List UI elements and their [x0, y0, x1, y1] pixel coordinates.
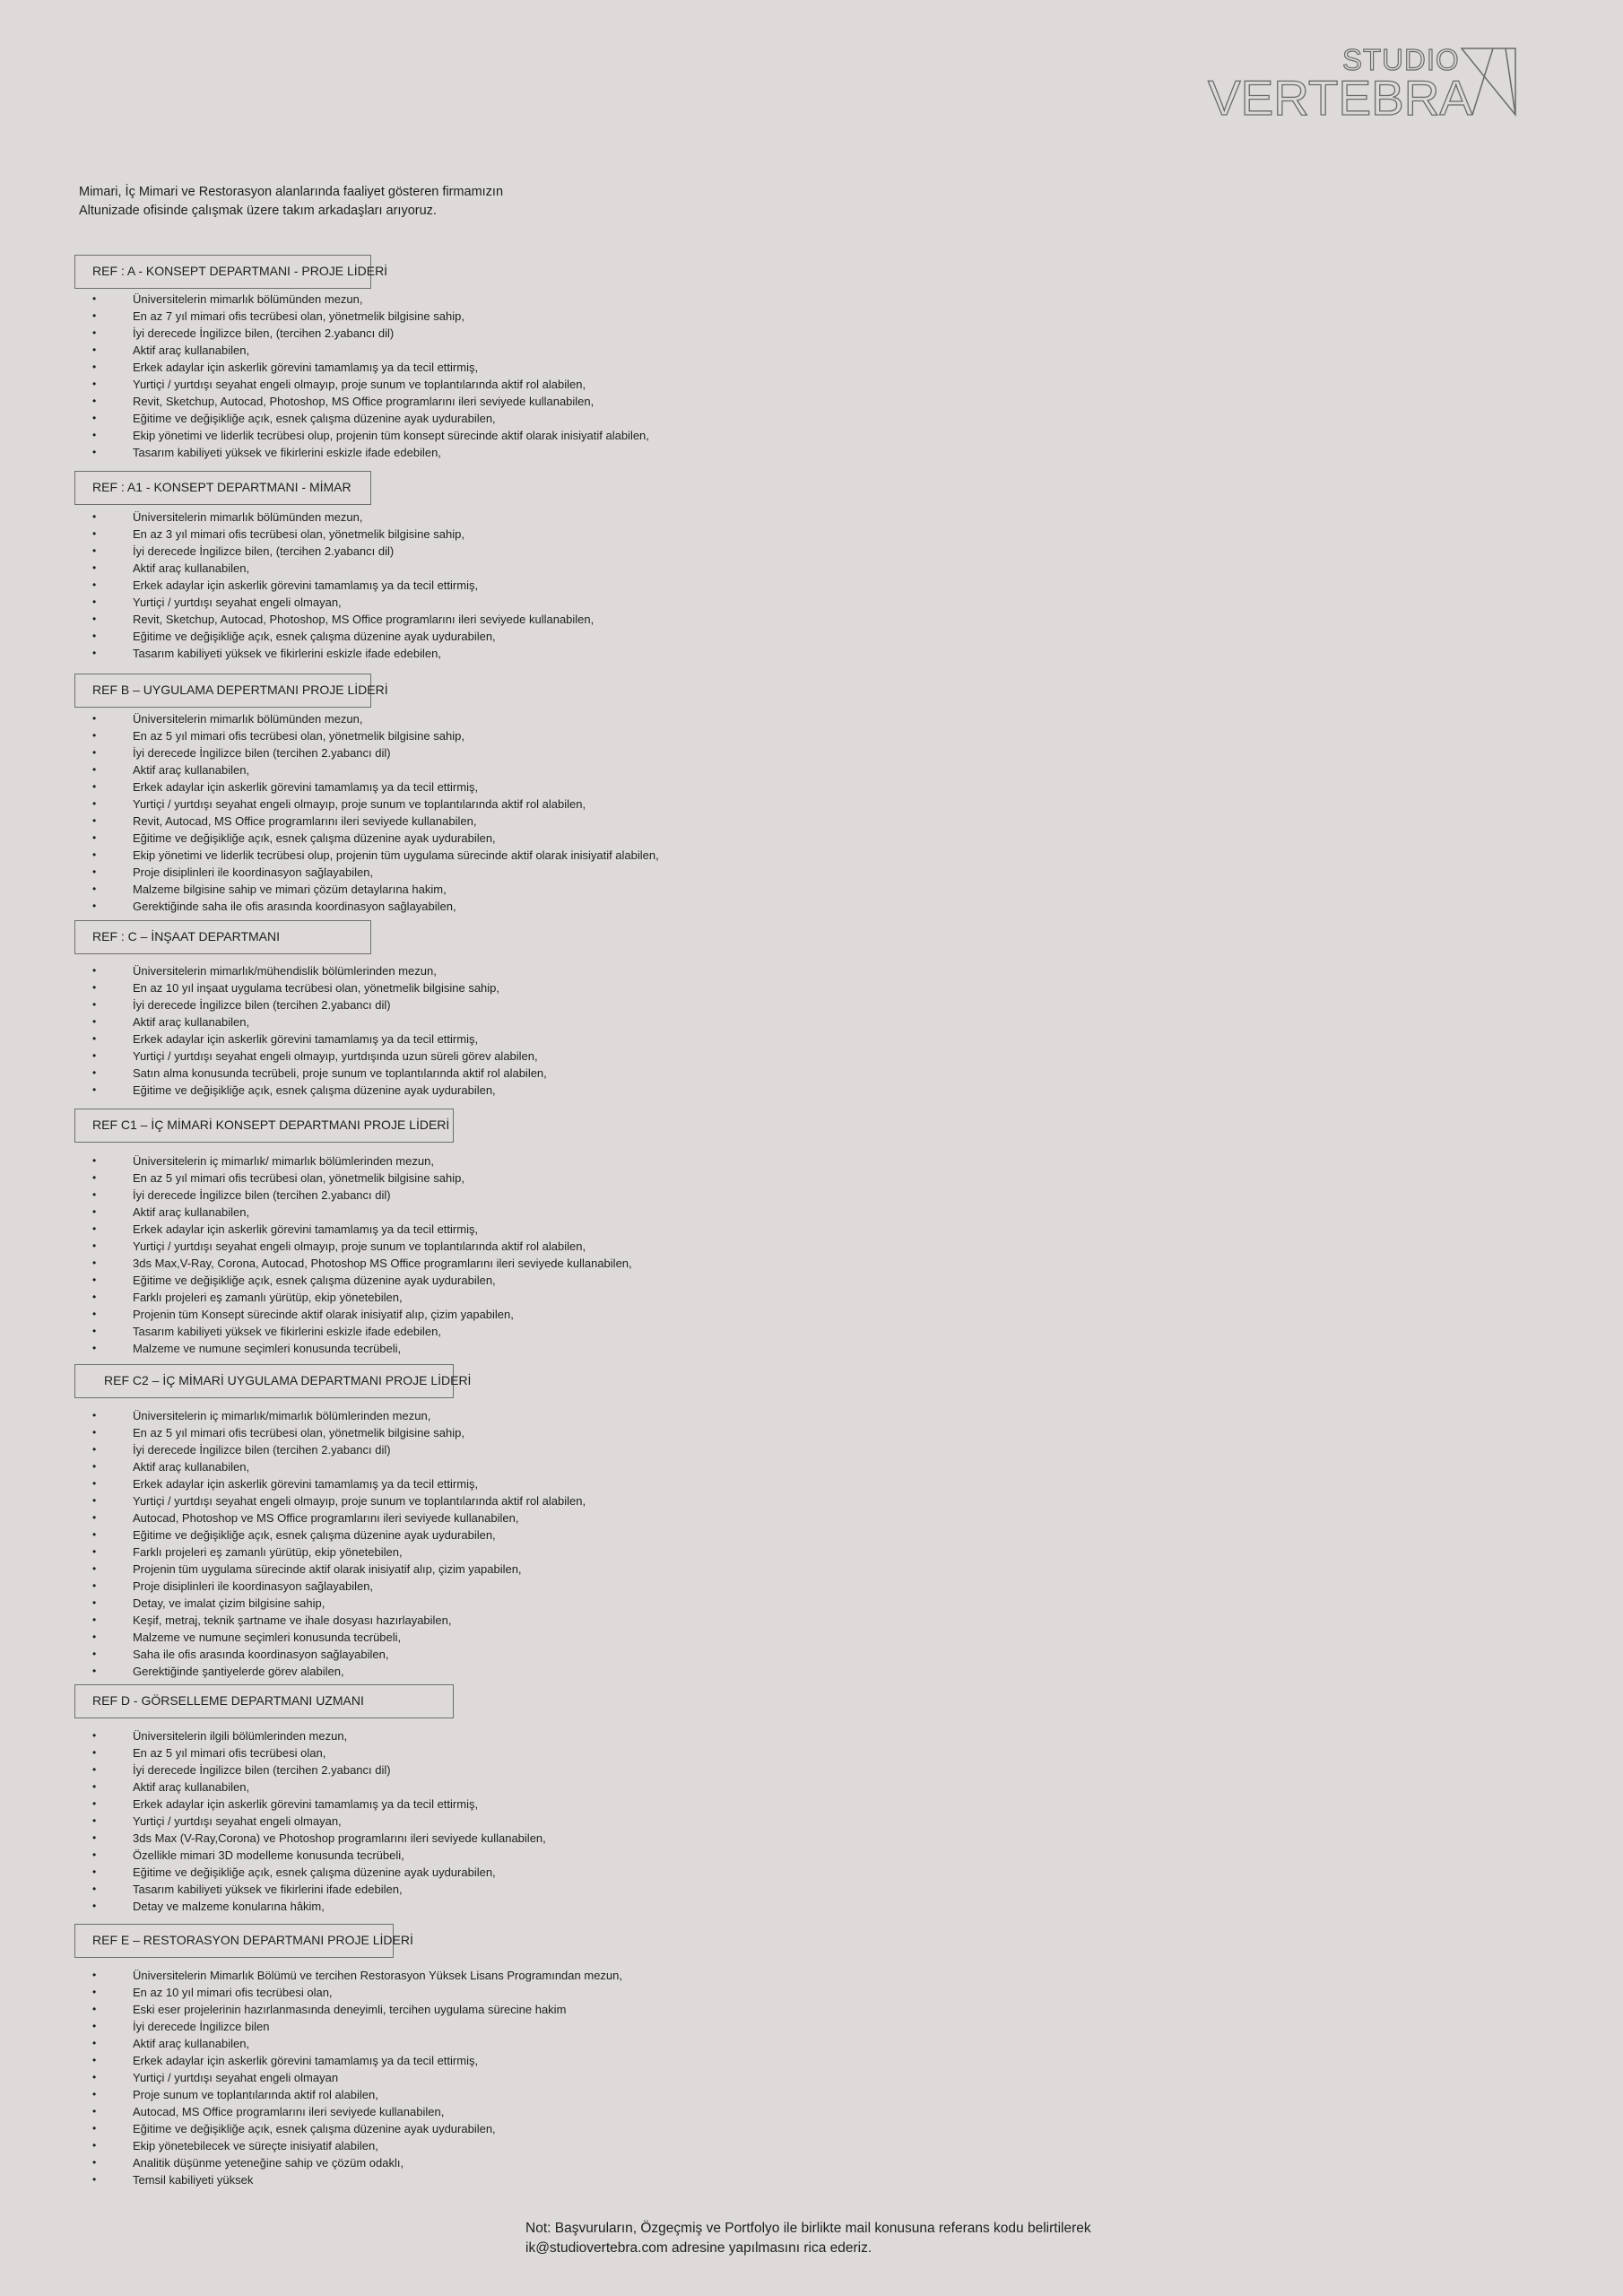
bullet-icon: •	[92, 712, 97, 725]
requirement-text: 3ds Max,V-Ray, Corona, Autocad, Photoshop MS Office programlarını ileri seviyede kullanabilen,	[133, 1257, 632, 1270]
bullet-icon: •	[92, 1511, 97, 1524]
bullet-icon: •	[92, 1154, 97, 1167]
bullet-icon: •	[92, 2173, 97, 2186]
bullet-icon: •	[92, 561, 97, 574]
bullet-icon: •	[92, 446, 97, 458]
bullet-icon: •	[92, 1579, 97, 1592]
requirement-text: Erkek adaylar için askerlik görevini tamamlamış ya da tecil ettirmiş,	[133, 1032, 479, 1046]
requirement-text: Farklı projeleri eş zamanlı yürütüp, ekip yönetebilen,	[133, 1545, 403, 1559]
bullet-icon: •	[92, 613, 97, 625]
bullet-icon: •	[92, 395, 97, 407]
bullet-icon: •	[92, 2105, 97, 2118]
bullet-icon: •	[92, 780, 97, 793]
requirement-text: Yurtiçi / yurtdışı seyahat engeli olmayıp, proje sunum ve toplantılarında aktif rol alabilen,	[133, 378, 586, 391]
requirement-text: Autocad, MS Office programlarını ileri seviyede kullanabilen,	[133, 2105, 445, 2118]
requirement-text: Farklı projeleri eş zamanlı yürütüp, ekip yönetebilen,	[133, 1291, 403, 1304]
requirement-text: Aktif araç kullanabilen,	[133, 1205, 250, 1219]
requirement-text: Temsil kabiliyeti yüksek	[133, 2173, 254, 2187]
bullet-icon: •	[92, 1032, 97, 1045]
bullet-icon: •	[92, 1257, 97, 1269]
requirement-text: Keşif, metraj, teknik şartname ve ihale dosyası hazırlayabilen,	[133, 1613, 452, 1627]
requirement-text: Aktif araç kullanabilen,	[133, 1780, 250, 1794]
requirement-text: Yurtiçi / yurtdışı seyahat engeli olmayan,	[133, 596, 342, 609]
bullet-icon: •	[92, 1969, 97, 1981]
requirement-text: Revit, Sketchup, Autocad, Photoshop, MS Office programlarını ileri seviyede kullanabilen,	[133, 395, 595, 408]
requirement-text: Aktif araç kullanabilen,	[133, 1015, 250, 1029]
logo-vertebra-text: VERTEBRA	[1208, 70, 1473, 124]
requirement-text: En az 3 yıl mimari ofis tecrübesi olan, yönetmelik bilgisine sahip,	[133, 527, 464, 541]
bullet-icon: •	[92, 1900, 97, 1912]
requirement-text: Malzeme ve numune seçimleri konusunda tecrübeli,	[133, 1631, 402, 1644]
bullet-icon: •	[92, 1409, 97, 1422]
bullet-icon: •	[92, 1613, 97, 1626]
requirement-text: Üniversitelerin mimarlık bölümünden mezun,	[133, 292, 363, 306]
section-title: REF E – RESTORASYON DEPARTMANI PROJE LİDERİ	[74, 1924, 394, 1958]
requirement-text: Üniversitelerin iç mimarlık/ mimarlık bölümlerinden mezun,	[133, 1154, 434, 1168]
bullet-icon: •	[92, 1631, 97, 1643]
requirement-text: Autocad, Photoshop ve MS Office programlarını ileri seviyede kullanabilen,	[133, 1511, 519, 1525]
requirement-text: İyi derecede İngilizce bilen (tercihen 2.yabancı dil)	[133, 746, 391, 760]
bullet-icon: •	[92, 2088, 97, 2100]
requirement-text: Analitik düşünme yeteneğine sahip ve çözüm odaklı,	[133, 2156, 404, 2170]
requirement-text: Ekip yönetebilecek ve süreçte inisiyatif alabilen,	[133, 2139, 378, 2152]
requirement-text: İyi derecede İngilizce bilen, (tercihen 2.yabancı dil)	[133, 544, 395, 558]
requirement-text: Aktif araç kullanabilen,	[133, 2037, 250, 2050]
intro-paragraph	[79, 183, 503, 221]
bullet-icon: •	[92, 344, 97, 356]
bullet-icon: •	[92, 2003, 97, 2015]
bullet-icon: •	[92, 964, 97, 977]
intro-line: Altunizade ofisinde çalışmak üzere takım arkadaşları arıyoruz.	[79, 204, 437, 218]
requirement-text: Proje disiplinleri ile koordinasyon sağlayabilen,	[133, 1579, 374, 1593]
bullet-icon: •	[92, 865, 97, 878]
requirement-text: Erkek adaylar için askerlik görevini tamamlamış ya da tecil ettirmiş,	[133, 2054, 479, 2067]
bullet-icon: •	[92, 361, 97, 373]
bullet-icon: •	[92, 1494, 97, 1507]
requirement-text: Erkek adaylar için askerlik görevini tamamlamış ya da tecil ettirmiş,	[133, 361, 479, 374]
requirement-text: Eski eser projelerinin hazırlanmasında deneyimli, tercihen uygulama sürecine hakim	[133, 2003, 567, 2016]
requirement-text: Yurtiçi / yurtdışı seyahat engeli olmayıp, proje sunum ve toplantılarında aktif rol alabilen,	[133, 1494, 586, 1508]
bullet-icon: •	[92, 1205, 97, 1218]
requirement-text: Özellikle mimari 3D modelleme konusunda tecrübeli,	[133, 1848, 404, 1862]
requirement-text: 3ds Max (V-Ray,Corona) ve Photoshop programlarını ileri seviyede kullanabilen,	[133, 1831, 546, 1845]
requirement-text: Erkek adaylar için askerlik görevini tamamlamış ya da tecil ettirmiş,	[133, 1477, 479, 1491]
requirement-text: Eğitime ve değişikliğe açık, esnek çalışma düzenine ayak uydurabilen,	[133, 2122, 496, 2135]
requirement-text: Eğitime ve değişikliğe açık, esnek çalışma düzenine ayak uydurabilen,	[133, 1528, 496, 1542]
requirement-text: Üniversitelerin ilgili bölümlerinden mezun,	[133, 1729, 348, 1743]
requirement-text: Üniversitelerin iç mimarlık/mimarlık bölümlerinden mezun,	[133, 1409, 431, 1422]
requirement-text: Revit, Sketchup, Autocad, Photoshop, MS Office programlarını ileri seviyede kullanabilen,	[133, 613, 595, 626]
section-title: REF D - GÖRSELLEME DEPARTMANI UZMANI	[74, 1684, 454, 1718]
bullet-icon: •	[92, 1083, 97, 1096]
bullet-icon: •	[92, 1171, 97, 1184]
bullet-icon: •	[92, 1222, 97, 1235]
bullet-icon: •	[92, 746, 97, 759]
requirement-text: Üniversitelerin mimarlık/mühendislik bölümlerinden mezun,	[133, 964, 437, 978]
bullet-icon: •	[92, 292, 97, 305]
requirement-text: Erkek adaylar için askerlik görevini tamamlamış ya da tecil ettirmiş,	[133, 1797, 479, 1811]
requirement-text: Erkek adaylar için askerlik görevini tamamlamış ya da tecil ettirmiş,	[133, 780, 479, 794]
requirement-text: Tasarım kabiliyeti yüksek ve fikirlerini eskizle ifade edebilen,	[133, 1325, 441, 1338]
requirement-text: Tasarım kabiliyeti yüksek ve fikirlerini eskizle ifade edebilen,	[133, 446, 441, 459]
bullet-icon: •	[92, 1239, 97, 1252]
bullet-icon: •	[92, 1986, 97, 1998]
bullet-icon: •	[92, 981, 97, 994]
requirement-text: İyi derecede İngilizce bilen (tercihen 2.yabancı dil)	[133, 1763, 391, 1777]
requirement-text: Projenin tüm Konsept sürecinde aktif olarak inisiyatif alıp, çizim yapabilen,	[133, 1308, 514, 1321]
requirement-text: En az 7 yıl mimari ofis tecrübesi olan, yönetmelik bilgisine sahip,	[133, 309, 464, 323]
bullet-icon: •	[92, 1746, 97, 1759]
requirement-text: En az 5 yıl mimari ofis tecrübesi olan, yönetmelik bilgisine sahip,	[133, 1426, 464, 1439]
bullet-icon: •	[92, 1460, 97, 1473]
requirement-text: Gerektiğinde şantiyelerde görev alabilen,	[133, 1665, 344, 1678]
requirement-text: İyi derecede İngilizce bilen (tercihen 2.yabancı dil)	[133, 998, 391, 1012]
bullet-icon: •	[92, 1015, 97, 1028]
requirement-text: En az 5 yıl mimari ofis tecrübesi olan, yönetmelik bilgisine sahip,	[133, 1171, 464, 1185]
requirement-text: Detay ve malzeme konularına hâkim,	[133, 1900, 325, 1913]
section-title: REF : C – İNŞAAT DEPARTMANI	[74, 920, 371, 954]
requirement-text: Tasarım kabiliyeti yüksek ve fikirlerini ifade edebilen,	[133, 1883, 403, 1896]
bullet-icon: •	[92, 378, 97, 390]
bullet-icon: •	[92, 1848, 97, 1861]
bullet-icon: •	[92, 1477, 97, 1490]
bullet-icon: •	[92, 630, 97, 642]
requirement-text: Projenin tüm uygulama sürecinde aktif olarak inisiyatif alıp, çizim yapabilen,	[133, 1562, 522, 1576]
bullet-icon: •	[92, 1814, 97, 1827]
requirement-text: Erkek adaylar için askerlik görevini tamamlamış ya da tecil ettirmiş,	[133, 1222, 479, 1236]
bullet-icon: •	[92, 883, 97, 895]
bullet-icon: •	[92, 1866, 97, 1878]
requirement-text: Revit, Autocad, MS Office programlarını ileri seviyede kullanabilen,	[133, 814, 477, 828]
bullet-icon: •	[92, 2037, 97, 2049]
bullet-icon: •	[92, 412, 97, 424]
bullet-icon: •	[92, 1308, 97, 1320]
bullet-icon: •	[92, 2020, 97, 2032]
requirement-text: Üniversitelerin Mimarlık Bölümü ve tercihen Restorasyon Yüksek Lisans Programından mezun,	[133, 1969, 622, 1982]
requirement-text: Eğitime ve değişikliğe açık, esnek çalışma düzenine ayak uydurabilen,	[133, 1083, 496, 1097]
bullet-icon: •	[92, 1342, 97, 1354]
requirement-text: Üniversitelerin mimarlık bölümünden mezun,	[133, 510, 363, 524]
bullet-icon: •	[92, 309, 97, 322]
bullet-icon: •	[92, 429, 97, 441]
requirement-text: Yurtiçi / yurtdışı seyahat engeli olmayan,	[133, 1814, 342, 1828]
requirement-text: Aktif araç kullanabilen,	[133, 1460, 250, 1474]
requirement-text: Eğitime ve değişikliğe açık, esnek çalışma düzenine ayak uydurabilen,	[133, 831, 496, 845]
requirement-text: Malzeme ve numune seçimleri konusunda tecrübeli,	[133, 1342, 402, 1355]
requirement-text: En az 5 yıl mimari ofis tecrübesi olan,	[133, 1746, 326, 1760]
requirement-text: Gerektiğinde saha ile ofis arasında koordinasyon sağlayabilen,	[133, 900, 456, 913]
bullet-icon: •	[92, 1665, 97, 1677]
bullet-icon: •	[92, 998, 97, 1011]
bullet-icon: •	[92, 848, 97, 861]
bullet-icon: •	[92, 527, 97, 540]
bullet-icon: •	[92, 1648, 97, 1660]
bullet-icon: •	[92, 544, 97, 557]
note-line: ik@studiovertebra.com adresine yapılmasını rica ederiz.	[525, 2240, 872, 2256]
bullet-icon: •	[92, 510, 97, 523]
requirement-text: Yurtiçi / yurtdışı seyahat engeli olmayıp, proje sunum ve toplantılarında aktif rol alabilen,	[133, 1239, 586, 1253]
intro-line: Mimari, İç Mimari ve Restorasyon alanlarında faaliyet gösteren firmamızın	[79, 185, 504, 199]
requirement-text: İyi derecede İngilizce bilen (tercihen 2.yabancı dil)	[133, 1443, 391, 1457]
bullet-icon: •	[92, 2139, 97, 2152]
requirement-text: Detay, ve imalat çizim bilgisine sahip,	[133, 1596, 325, 1610]
bullet-icon: •	[92, 1883, 97, 1895]
bullet-icon: •	[92, 1763, 97, 1776]
bullet-icon: •	[92, 1443, 97, 1456]
requirement-text: Eğitime ve değişikliğe açık, esnek çalışma düzenine ayak uydurabilen,	[133, 1274, 496, 1287]
requirement-text: Proje sunum ve toplantılarında aktif rol alabilen,	[133, 2088, 378, 2101]
bullet-icon: •	[92, 2156, 97, 2169]
bullet-icon: •	[92, 814, 97, 827]
bullet-icon: •	[92, 1325, 97, 1337]
section-title: REF : A - KONSEPT DEPARTMANI - PROJE LİDERİ	[74, 255, 371, 289]
requirement-text: Tasarım kabiliyeti yüksek ve fikirlerini eskizle ifade edebilen,	[133, 647, 441, 660]
requirement-text: En az 10 yıl mimari ofis tecrübesi olan,	[133, 1986, 333, 1999]
requirement-text: Aktif araç kullanabilen,	[133, 763, 250, 777]
bullet-icon: •	[92, 1049, 97, 1062]
bullet-icon: •	[92, 1291, 97, 1303]
studio-vertebra-logo	[1206, 43, 1529, 124]
requirement-text: Üniversitelerin mimarlık bölümünden mezun,	[133, 712, 363, 726]
application-note	[525, 2219, 1091, 2258]
bullet-icon: •	[92, 1274, 97, 1286]
requirement-text: Ekip yönetimi ve liderlik tecrübesi olup, projenin tüm konsept sürecinde aktif olarak inisiyatif alabilen,	[133, 429, 649, 442]
requirement-text: Aktif araç kullanabilen,	[133, 561, 250, 575]
requirement-text: Yurtiçi / yurtdışı seyahat engeli olmayıp, yurtdışında uzun süreli görev alabilen,	[133, 1049, 538, 1063]
bullet-icon: •	[92, 1596, 97, 1609]
bullet-icon: •	[92, 2054, 97, 2066]
bullet-icon: •	[92, 596, 97, 608]
requirement-text: En az 10 yıl inşaat uygulama tecrübesi olan, yönetmelik bilgisine sahip,	[133, 981, 500, 995]
requirement-text: Proje disiplinleri ile koordinasyon sağlayabilen,	[133, 865, 374, 879]
note-line: Not: Başvuruların, Özgeçmiş ve Portfolyo ile birlikte mail konusuna referans kodu belirtilerek	[525, 2221, 1091, 2236]
requirement-text: Aktif araç kullanabilen,	[133, 344, 250, 357]
bullet-icon: •	[92, 1528, 97, 1541]
bullet-icon: •	[92, 763, 97, 776]
bullet-icon: •	[92, 831, 97, 844]
bullet-icon: •	[92, 1188, 97, 1201]
requirement-text: Yurtiçi / yurtdışı seyahat engeli olmayıp, proje sunum ve toplantılarında aktif rol alabilen,	[133, 797, 586, 811]
section-title: REF C2 – İÇ MİMARİ UYGULAMA DEPARTMANI PROJE LİDERİ	[74, 1364, 454, 1398]
requirement-text: İyi derecede İngilizce bilen	[133, 2020, 270, 2033]
section-title: REF B – UYGULAMA DEPERTMANI PROJE LİDERİ	[74, 674, 371, 708]
requirement-text: Ekip yönetimi ve liderlik tecrübesi olup, projenin tüm uygulama sürecinde aktif olarak inisiyatif alabilen,	[133, 848, 659, 862]
bullet-icon: •	[92, 1426, 97, 1439]
requirement-text: En az 5 yıl mimari ofis tecrübesi olan, yönetmelik bilgisine sahip,	[133, 729, 464, 743]
bullet-icon: •	[92, 2071, 97, 2083]
requirement-text: İyi derecede İngilizce bilen (tercihen 2.yabancı dil)	[133, 1188, 391, 1202]
bullet-icon: •	[92, 647, 97, 659]
requirement-text: Erkek adaylar için askerlik görevini tamamlamış ya da tecil ettirmiş,	[133, 578, 479, 592]
requirement-text: Eğitime ve değişikliğe açık, esnek çalışma düzenine ayak uydurabilen,	[133, 1866, 496, 1879]
bullet-icon: •	[92, 797, 97, 810]
bullet-icon: •	[92, 326, 97, 339]
bullet-icon: •	[92, 1831, 97, 1844]
logo-studio-text: STUDIO	[1342, 43, 1460, 76]
requirement-text: Malzeme bilgisine sahip ve mimari çözüm detaylarına hakim,	[133, 883, 447, 896]
bullet-icon: •	[92, 1780, 97, 1793]
bullet-icon: •	[92, 2122, 97, 2135]
bullet-icon: •	[92, 1562, 97, 1575]
bullet-icon: •	[92, 1797, 97, 1810]
section-title: REF : A1 - KONSEPT DEPARTMANI - MİMAR	[74, 471, 371, 505]
requirement-text: Yurtiçi / yurtdışı seyahat engeli olmayan	[133, 2071, 339, 2084]
bullet-icon: •	[92, 1066, 97, 1079]
bullet-icon: •	[92, 900, 97, 912]
requirement-text: İyi derecede İngilizce bilen, (tercihen 2.yabancı dil)	[133, 326, 395, 340]
bullet-icon: •	[92, 1545, 97, 1558]
bullet-icon: •	[92, 578, 97, 591]
bullet-icon: •	[92, 729, 97, 742]
section-title: REF C1 – İÇ MİMARİ KONSEPT DEPARTMANI PROJE LİDERİ	[74, 1109, 454, 1143]
requirement-text: Satın alma konusunda tecrübeli, proje sunum ve toplantılarında aktif rol alabilen,	[133, 1066, 547, 1080]
requirement-text: Eğitime ve değişikliğe açık, esnek çalışma düzenine ayak uydurabilen,	[133, 630, 496, 643]
requirement-text: Saha ile ofis arasında koordinasyon sağlayabilen,	[133, 1648, 389, 1661]
requirement-text: Eğitime ve değişikliğe açık, esnek çalışma düzenine ayak uydurabilen,	[133, 412, 496, 425]
bullet-icon: •	[92, 1729, 97, 1742]
